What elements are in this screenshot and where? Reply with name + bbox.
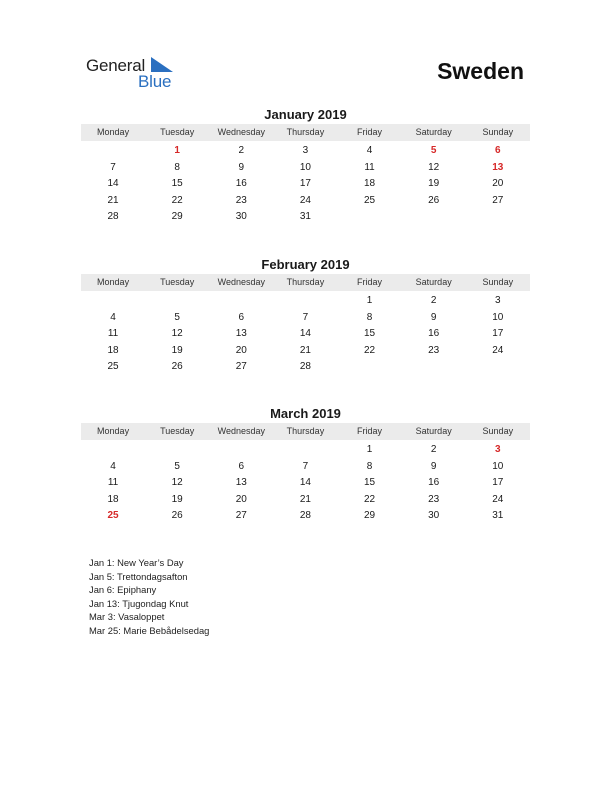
day-cell: 30	[428, 510, 440, 522]
day-cell: 31	[299, 211, 311, 223]
day-cell: 12	[428, 161, 440, 173]
day-cell: 8	[366, 460, 373, 472]
weeks	[81, 291, 530, 376]
day-cell: 24	[299, 194, 311, 206]
day-cell: 14	[299, 328, 311, 340]
day-cell: 27	[235, 510, 247, 522]
day-cell: 22	[171, 194, 183, 206]
empty-day-cell	[338, 359, 402, 376]
week-row	[81, 310, 530, 327]
day-cell: 1	[174, 145, 180, 156]
week-row	[81, 459, 530, 476]
holiday-item: Mar 25: Marie Bebådelsedag	[89, 624, 210, 636]
week-row	[81, 193, 530, 210]
day-cell: 4	[366, 145, 373, 156]
day-cell: 26	[171, 361, 183, 373]
empty-day-cell	[466, 209, 530, 226]
empty-day-cell	[145, 442, 209, 459]
weekday-label: Saturday	[415, 277, 452, 287]
week-row	[81, 176, 530, 193]
day-cell: 10	[492, 311, 504, 323]
weekday-label: Friday	[357, 426, 383, 436]
holiday-item: Jan 13: Tjugondag Knut	[89, 597, 189, 609]
day-cell: 19	[171, 493, 183, 505]
empty-day-cell	[81, 143, 145, 160]
day-cell: 15	[364, 477, 376, 489]
weekday-label: Monday	[97, 277, 130, 287]
day-cell: 29	[171, 211, 183, 223]
day-cell: 17	[299, 178, 311, 190]
weeks	[81, 440, 530, 525]
day-cell: 3	[302, 145, 309, 156]
day-cell: 18	[364, 178, 376, 190]
day-cell: 7	[110, 161, 116, 173]
month-block	[81, 106, 530, 226]
day-cell: 21	[299, 493, 311, 505]
day-cell: 3	[495, 295, 501, 306]
day-cell: 8	[366, 311, 373, 323]
day-cell: 20	[492, 178, 504, 190]
day-cell: 11	[107, 477, 119, 489]
logo-text-general: General	[86, 56, 146, 75]
day-cell: 23	[428, 344, 440, 356]
country-title: Sweden	[437, 58, 524, 84]
week-row	[81, 359, 530, 376]
day-cell: 11	[364, 161, 375, 173]
empty-day-cell	[209, 293, 273, 310]
month-title: March 2019	[270, 406, 341, 421]
day-cell: 6	[238, 311, 245, 323]
week-row	[81, 492, 530, 509]
day-cell: 15	[171, 178, 183, 190]
weekday-label: Sunday	[482, 426, 514, 436]
day-cell: 9	[430, 460, 437, 472]
weekday-label: Friday	[357, 277, 383, 287]
weekday-label: Wednesday	[217, 277, 265, 287]
day-cell: 24	[492, 344, 504, 356]
weekday-label: Monday	[97, 127, 130, 137]
day-cell: 22	[364, 344, 376, 356]
week-row	[81, 326, 530, 343]
holiday-item: Jan 6: Epiphany	[89, 584, 157, 595]
day-cell: 23	[428, 493, 440, 505]
holiday-list	[89, 556, 209, 637]
weekday-label: Sunday	[482, 277, 514, 287]
logo-text-blue: Blue	[138, 72, 172, 91]
month-block	[81, 405, 530, 525]
weekday-header	[81, 423, 530, 440]
day-cell: 7	[302, 460, 309, 472]
day-cell: 14	[107, 178, 119, 190]
week-row	[81, 442, 530, 459]
month-title: February 2019	[261, 257, 350, 272]
empty-day-cell	[338, 209, 402, 226]
day-cell: 16	[235, 178, 247, 190]
day-cell: 3	[495, 444, 501, 455]
day-cell: 13	[235, 477, 247, 489]
weekday-label: Thursday	[286, 127, 325, 137]
empty-day-cell	[466, 359, 530, 376]
logo	[86, 54, 186, 94]
empty-day-cell	[81, 293, 145, 310]
day-cell: 26	[171, 510, 183, 522]
empty-day-cell	[273, 442, 337, 459]
empty-day-cell	[81, 442, 145, 459]
holiday-item: Jan 5: Trettondagsafton	[89, 570, 188, 582]
day-cell: 1	[366, 444, 373, 455]
day-cell: 16	[428, 477, 440, 489]
empty-day-cell	[145, 293, 209, 310]
day-cell: 6	[238, 460, 245, 472]
weekday-label: Saturday	[415, 127, 452, 137]
day-cell: 19	[171, 344, 183, 356]
week-row	[81, 293, 530, 310]
week-row	[81, 475, 530, 492]
week-row	[81, 508, 530, 525]
empty-day-cell	[273, 293, 337, 310]
week-row	[81, 143, 530, 160]
weekday-label: Sunday	[482, 127, 514, 137]
day-cell: 5	[174, 460, 180, 472]
day-cell: 2	[430, 295, 437, 306]
day-cell: 10	[299, 161, 311, 173]
weekday-label: Saturday	[415, 426, 452, 436]
day-cell: 25	[107, 361, 119, 373]
day-cell: 31	[492, 510, 504, 522]
day-cell: 21	[107, 194, 119, 206]
day-cell: 18	[107, 344, 119, 356]
weekday-header	[81, 124, 530, 141]
day-cell: 9	[430, 311, 437, 323]
week-row	[81, 209, 530, 226]
month-block	[81, 256, 530, 376]
day-cell: 1	[366, 295, 373, 306]
day-cell: 14	[299, 477, 311, 489]
day-cell: 28	[299, 361, 311, 373]
day-cell: 18	[107, 493, 119, 505]
weekday-label: Wednesday	[217, 127, 265, 137]
day-cell: 16	[428, 328, 440, 340]
weekday-header	[81, 274, 530, 291]
day-cell: 13	[492, 161, 504, 173]
day-cell: 12	[171, 477, 183, 489]
day-cell: 12	[171, 328, 183, 340]
day-cell: 6	[495, 145, 501, 156]
day-cell: 29	[364, 510, 376, 522]
holiday-item: Jan 1: New Year’s Day	[89, 557, 184, 568]
day-cell: 27	[235, 361, 247, 373]
day-cell: 4	[110, 460, 116, 472]
day-cell: 26	[428, 194, 440, 206]
week-row	[81, 160, 530, 177]
logo-triangle-icon	[151, 57, 173, 73]
day-cell: 24	[492, 493, 504, 505]
day-cell: 2	[430, 444, 437, 455]
day-cell: 9	[238, 161, 245, 173]
day-cell: 7	[302, 311, 309, 323]
day-cell: 13	[235, 328, 247, 340]
weeks	[81, 141, 530, 226]
day-cell: 17	[492, 477, 504, 489]
empty-day-cell	[402, 209, 466, 226]
empty-day-cell	[209, 442, 273, 459]
day-cell: 4	[110, 311, 116, 323]
day-cell: 20	[235, 344, 247, 356]
day-cell: 20	[235, 493, 247, 505]
day-cell: 19	[428, 178, 440, 190]
weekday-label: Thursday	[286, 277, 325, 287]
day-cell: 28	[107, 211, 119, 223]
weekday-label: Tuesday	[160, 277, 195, 287]
day-cell: 27	[492, 194, 504, 206]
day-cell: 2	[238, 145, 245, 156]
day-cell: 10	[492, 460, 504, 472]
weekday-label: Tuesday	[160, 127, 195, 137]
day-cell: 8	[174, 161, 180, 173]
day-cell: 5	[174, 311, 180, 323]
weekday-label: Friday	[357, 127, 383, 137]
weekday-label: Wednesday	[217, 426, 265, 436]
holiday-item: Mar 3: Vasaloppet	[89, 611, 165, 622]
day-cell: 30	[235, 211, 247, 223]
weekday-label: Monday	[97, 426, 130, 436]
empty-day-cell	[402, 359, 466, 376]
day-cell: 25	[364, 194, 376, 206]
day-cell: 21	[299, 344, 311, 356]
day-cell: 17	[492, 328, 504, 340]
day-cell: 28	[299, 510, 311, 522]
day-cell: 15	[364, 328, 376, 340]
day-cell: 22	[364, 493, 376, 505]
month-title: January 2019	[264, 107, 347, 122]
day-cell: 5	[430, 145, 437, 156]
week-row	[81, 343, 530, 360]
day-cell: 25	[107, 510, 119, 522]
day-cell: 11	[107, 328, 119, 340]
weekday-label: Tuesday	[160, 426, 195, 436]
weekday-label: Thursday	[286, 426, 325, 436]
day-cell: 23	[235, 194, 247, 206]
